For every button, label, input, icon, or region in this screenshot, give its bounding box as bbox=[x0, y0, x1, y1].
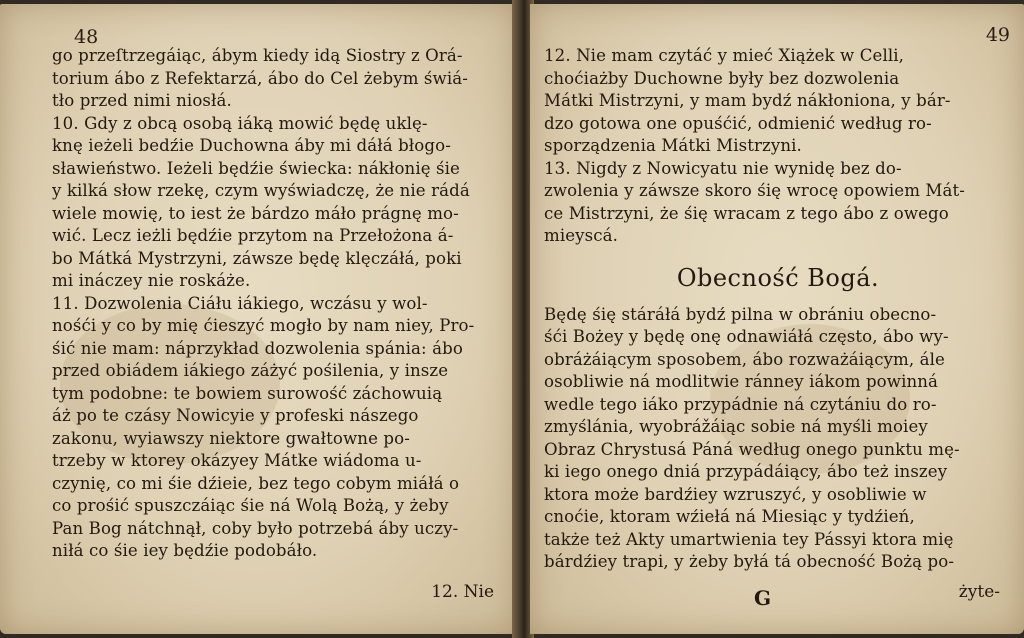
text-line: Mátki Mistrzyni, y mam bydź nákłoniona, y bár- bbox=[544, 91, 951, 110]
text-line: Pan Bog nátchnął, coby było potrzebá áby uczy- bbox=[52, 518, 459, 538]
text-line: choćiażby Duchowne były bez dozwolenia bbox=[544, 68, 900, 88]
text-line: niłá co śie iey będźie podobáło. bbox=[52, 541, 318, 560]
text-line: ki iego onego dniá przypádáiący, ábo też inszey bbox=[544, 462, 948, 481]
text-line: zakonu, wyiawszy niektore gwałtowne po- bbox=[52, 428, 410, 448]
text-line: ktora może bardźiey wzruszyć, y osobliwie w bbox=[544, 484, 927, 504]
text-line: przed obiádem iákiego záżyć pośilenia, y insze bbox=[52, 361, 449, 380]
text-line: co prośić spuszczáiąc śie ná Wolą Bożą, y żeby bbox=[52, 496, 449, 515]
left-page bbox=[0, 4, 516, 634]
right-page-number: 49 bbox=[985, 24, 1010, 46]
text-line: sławieństwo. Ieżeli będźie świecka: nákłonię śie bbox=[52, 158, 460, 178]
text-line: osobliwie ná modlitwie ránney iákom powinná bbox=[544, 372, 939, 391]
text-line: wić. Lecz ieżli będźie przytom na Przełożona á- bbox=[52, 226, 454, 245]
text-line: obráżáiącym sposobem, ábo rozważáiącym, ále bbox=[544, 349, 945, 369]
text-line: śić nie mam: náprzykład dozwolenia spánia: ábo bbox=[52, 338, 463, 358]
text-line: wiele mowię, to iest że bárdzo máło prágnę mo- bbox=[52, 203, 459, 223]
text-line: zwolenia y záwsze skoro śię wrocę opowiem Mát- bbox=[544, 181, 965, 200]
left-catchword: 12. Nie bbox=[431, 582, 494, 602]
right-catchword: żyte- bbox=[958, 582, 1000, 602]
text-line: bárdźiey trapi, y żeby byłá tá obecność Bożą po- bbox=[544, 552, 955, 571]
text-line: zmyślánia, wyobrážáiąc sobie ná myśli moiey bbox=[544, 417, 928, 436]
text-line: knę ieżeli bedźie Duchowna áby mi dáłá błogo- bbox=[52, 136, 451, 155]
right-page-text bbox=[544, 45, 1012, 574]
text-line: y kilká słow rzekę, czym wyświadczę, że nie rádá bbox=[52, 181, 470, 200]
text-line: Obraz Chrystusá Páná według onego punktu mę- bbox=[544, 439, 960, 459]
text-line: bo Mátká Mystrzyni, záwsze będę klęczáłá, poki bbox=[52, 248, 462, 268]
text-line: tym podobne: te bowiem surowość záchowuią bbox=[52, 383, 443, 403]
text-line: go przeſtrzegáiąc, ábym kiedy idą Siostry z Orá- bbox=[52, 46, 463, 65]
text-line: mieyscá. bbox=[544, 226, 619, 245]
text-line: 11. Dozwolenia Ciáłu iákiego, wczásu y wol- bbox=[52, 293, 428, 313]
text-line: trzeby w ktorey okázyey Mátke wiádoma u- bbox=[52, 451, 422, 470]
text-line: torium ábo z Refektarzá, ábo do Cel żebym świá- bbox=[52, 68, 468, 88]
text-line: cnoćie, ktoram wźiełá ná Miesiąc y tydźień, bbox=[544, 507, 915, 526]
text-line: nośći y co by mię ćieszyć mogło by nam niey, Pro- bbox=[52, 316, 475, 335]
left-page-text bbox=[52, 45, 512, 563]
text-line: Będę śię stáráłá bydź pilna w obrániu obecno- bbox=[544, 304, 937, 324]
text-line: śći Bożey y będę onę odnawiáłá często, ábo wy- bbox=[544, 327, 949, 346]
text-line: mi ináczey nie roskáże. bbox=[52, 271, 251, 290]
text-line: 12. Nie mam czytáć y mieć Xiążek w Celli, bbox=[544, 46, 905, 65]
text-line: wedle tego iáko przypádnie ná czytániu do ro- bbox=[544, 394, 937, 414]
section-heading: Obecność Bogá. bbox=[676, 263, 880, 292]
left-page-number: 48 bbox=[74, 26, 99, 48]
right-page bbox=[530, 4, 1024, 634]
text-line: 13. Nigdy z Nowicyatu nie wynidę bez do- bbox=[544, 158, 902, 178]
text-line: sporządzenia Mátki Mistrzyni. bbox=[544, 136, 802, 155]
text-line: áż po te czásy Nowicyie y profeski nászego bbox=[52, 406, 419, 425]
text-line: dzo gotowa one opuśćić, odmienić według ro- bbox=[544, 113, 932, 133]
text-line: 10. Gdy z obcą osobą iáką mowić będę uklę- bbox=[52, 113, 428, 133]
text-line: tło przed nimi niosłá. bbox=[52, 91, 232, 110]
signature-mark: G bbox=[754, 586, 772, 610]
text-line: czynię, co mi śie dźieie, bez tego cobym miáłá o bbox=[52, 473, 460, 493]
text-line: także też Akty umartwienia tey Pássyi ktora mię bbox=[544, 529, 954, 549]
text-line: ce Mistrzyni, że śię wracam z tego ábo z owego bbox=[544, 203, 949, 223]
